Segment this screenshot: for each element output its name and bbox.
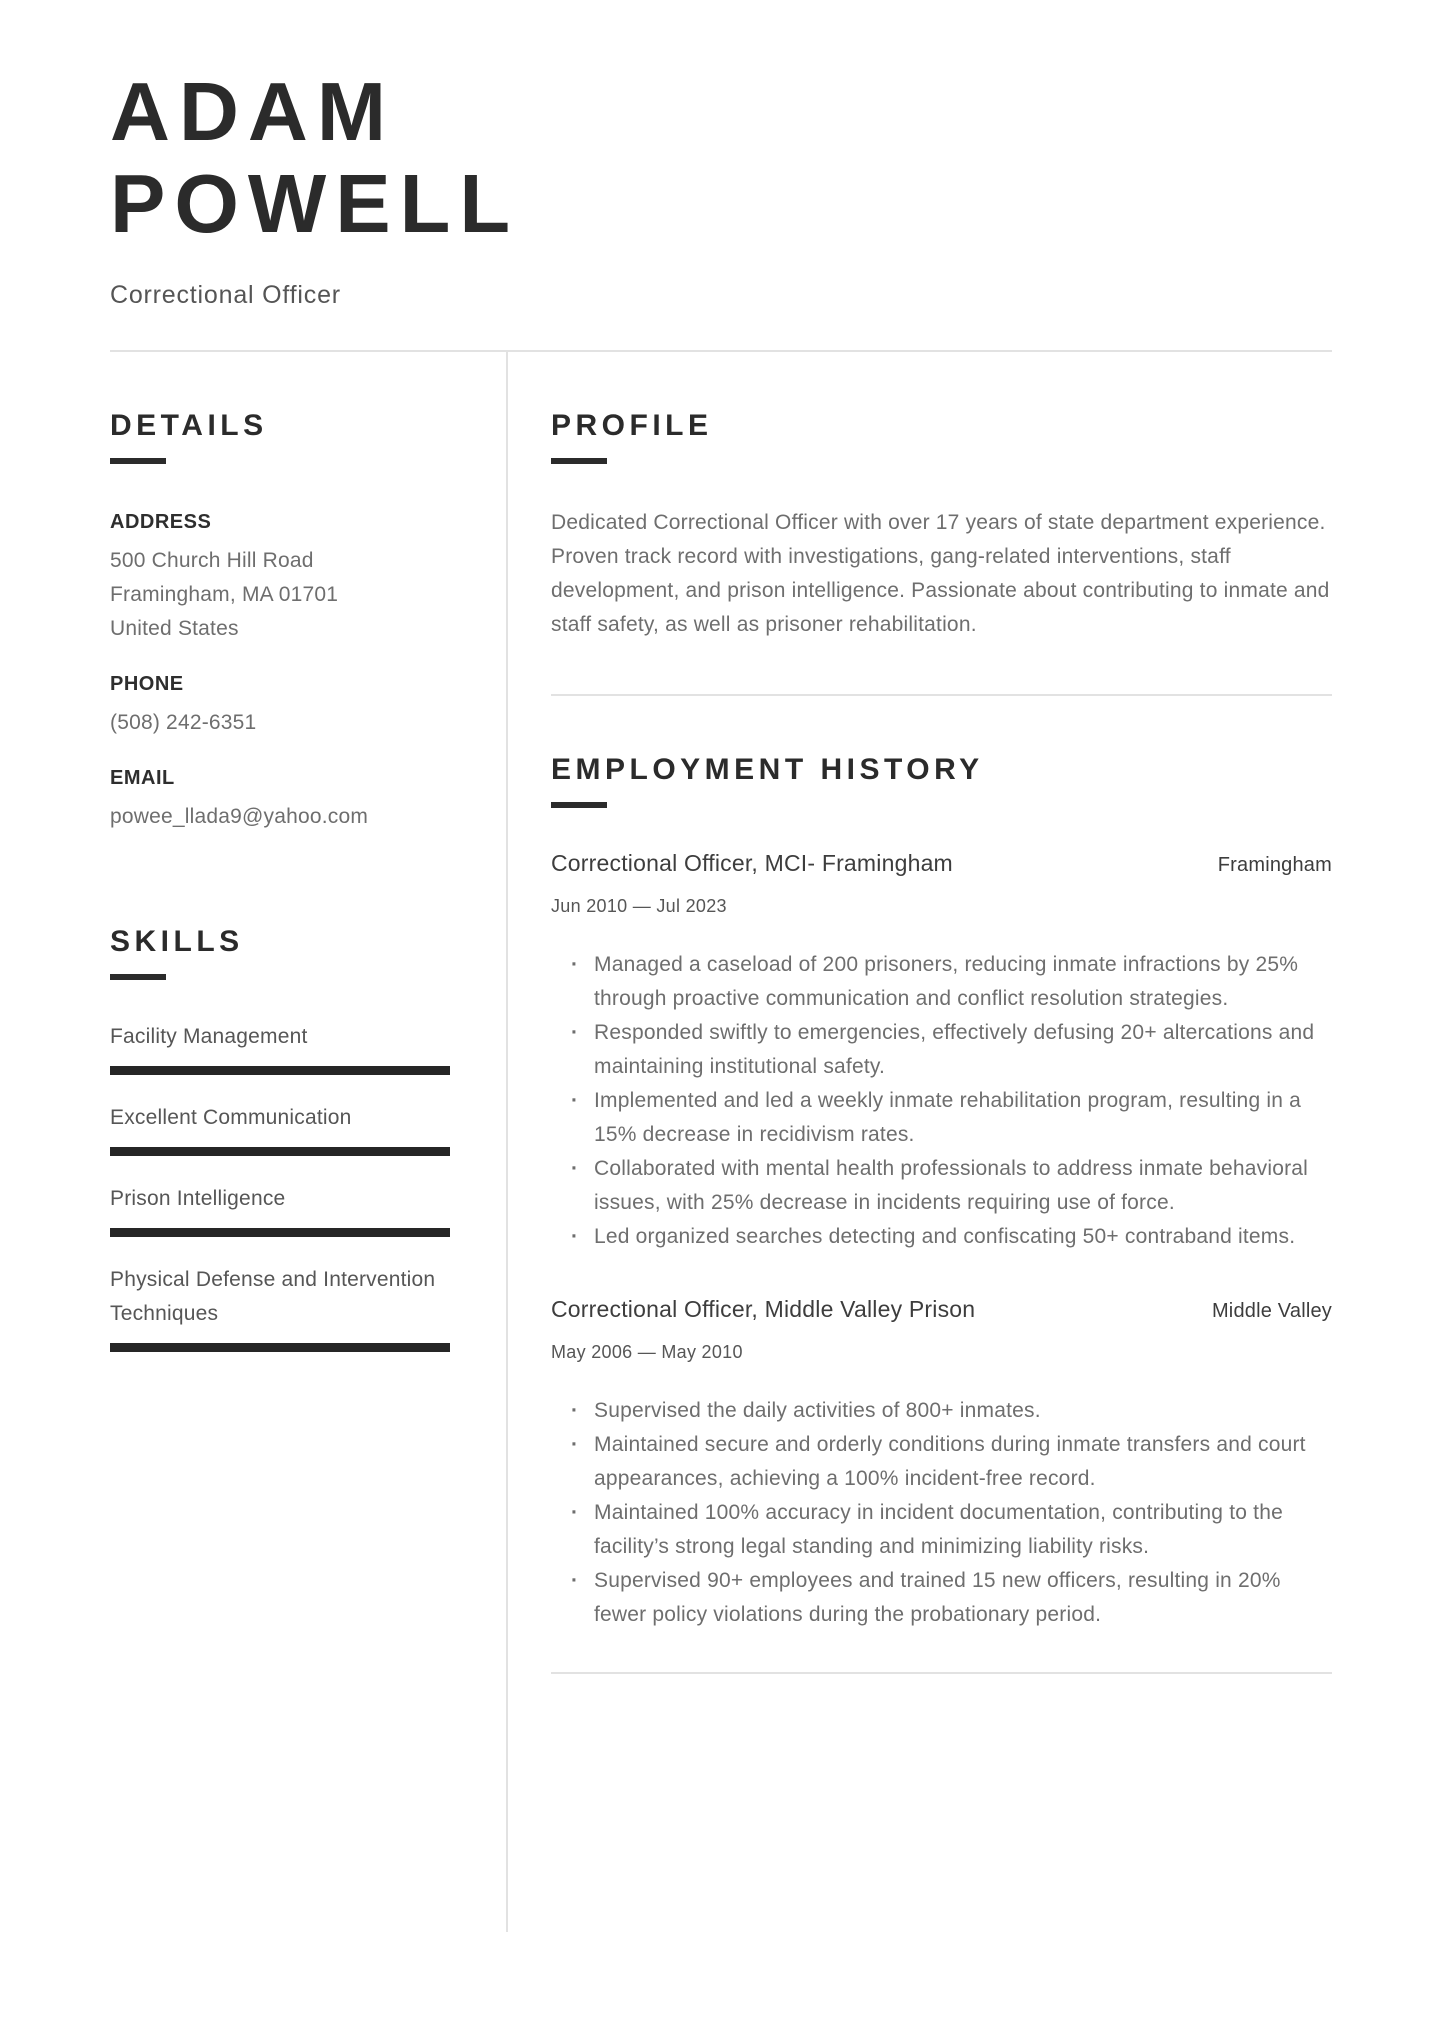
skill-level-track [110,1066,450,1075]
skills-heading: SKILLS [110,925,244,959]
candidate-name-line2: POWELL [110,157,520,251]
job-dates: May 2006 — May 2010 [551,1342,743,1363]
job-bullets [551,948,1332,1254]
skill-level-fill [110,1066,450,1075]
skills-heading-underline [110,974,166,980]
skill-name: Prison Intelligence [110,1187,286,1211]
details-heading-underline [110,458,166,464]
skill-item [110,1182,458,1237]
skills-list [110,1020,458,1352]
skill-item [110,1101,458,1156]
right-column [508,352,1332,1932]
job-bullet: · Implemented and led a weekly inmate rehabilitation program, resulting in a 15% decrease in recidivism rates. [551,1084,1332,1152]
job-header [551,848,1332,878]
job-entry [551,1294,1332,1632]
job-header [551,1294,1332,1324]
email-value: powee_llada9@yahoo.com [110,805,369,829]
job-bullet: · Managed a caseload of 200 prisoners, reducing inmate infractions by 25% through proactive communication and conflict resolution strategies. [551,948,1332,1016]
job-entry [551,848,1332,1254]
skill-item [110,1263,458,1352]
job-bullet: · Responded swiftly to emergencies, effectively defusing 20+ altercations and maintaining institutional safety. [551,1016,1332,1084]
profile-heading: PROFILE [551,409,713,443]
skill-name: Excellent Communication [110,1106,352,1130]
job-location: Framingham [1217,854,1332,877]
address-line: United States [110,617,239,641]
resume-header [0,0,1440,312]
job-title: Correctional Officer, Middle Valley Prison [551,1296,976,1323]
job-bullet: · Maintained secure and orderly conditions during inmate transfers and court appearances, achieving a 100% incident-free record. [551,1428,1332,1496]
address-line: 500 Church Hill Road [110,549,314,573]
address-label: ADDRESS [110,511,212,534]
skill-name: Facility Management [110,1025,308,1049]
job-location: Middle Valley [1211,1300,1332,1323]
section-divider [551,694,1332,696]
skill-level-fill [110,1343,450,1352]
email-label: EMAIL [110,767,175,790]
candidate-job-title: Correctional Officer [110,281,341,310]
skill-level-fill [110,1228,450,1237]
job-bullet: · Maintained 100% accuracy in incident documentation, contributing to the facility’s strong legal standing and minimizing liability risks. [551,1496,1332,1564]
job-bullet: · Supervised 90+ employees and trained 15 new officers, resulting in 20% fewer policy violations during the probationary period. [551,1564,1332,1632]
candidate-name-line1: ADAM [110,65,395,158]
address-line: Framingham, MA 01701 [110,583,339,607]
skill-name: Physical Defense and Intervention Techniques [110,1268,436,1326]
left-column [110,352,508,1932]
employment-heading: EMPLOYMENT HISTORY [551,753,984,787]
bottom-divider [551,1672,1332,1674]
skill-level-track [110,1147,450,1156]
details-heading: DETAILS [110,409,268,443]
phone-value: (508) 242-6351 [110,711,257,735]
job-bullet: · Led organized searches detecting and confiscating 50+ contraband items. [551,1220,1332,1254]
job-bullets [551,1394,1332,1632]
profile-heading-underline [551,458,607,464]
phone-label: PHONE [110,673,184,696]
resume-body [110,352,1332,1932]
skill-level-fill [110,1147,450,1156]
job-dates: Jun 2010 — Jul 2023 [551,896,727,917]
employment-heading-underline [551,802,607,808]
profile-text: Dedicated Correctional Officer with over 17 years of state department experience. Proven track record with investigations, gang-related interventions, staff development, and prison intelligence. Passionate about contributing to inmate and staff safety, as well as prisoner rehabilitation. [551,511,1330,637]
skill-level-track [110,1228,450,1237]
job-bullet: · Collaborated with mental health professionals to address inmate behavioral issues, with 25% decrease in incidents requiring use of force. [551,1152,1332,1220]
job-title: Correctional Officer, MCI- Framingham [551,850,953,877]
skill-item [110,1020,458,1075]
jobs-list [551,848,1332,1632]
skill-level-track [110,1343,450,1352]
address-lines [110,544,458,646]
candidate-name [110,66,1332,250]
job-bullet: · Supervised the daily activities of 800+ inmates. [551,1394,1332,1428]
